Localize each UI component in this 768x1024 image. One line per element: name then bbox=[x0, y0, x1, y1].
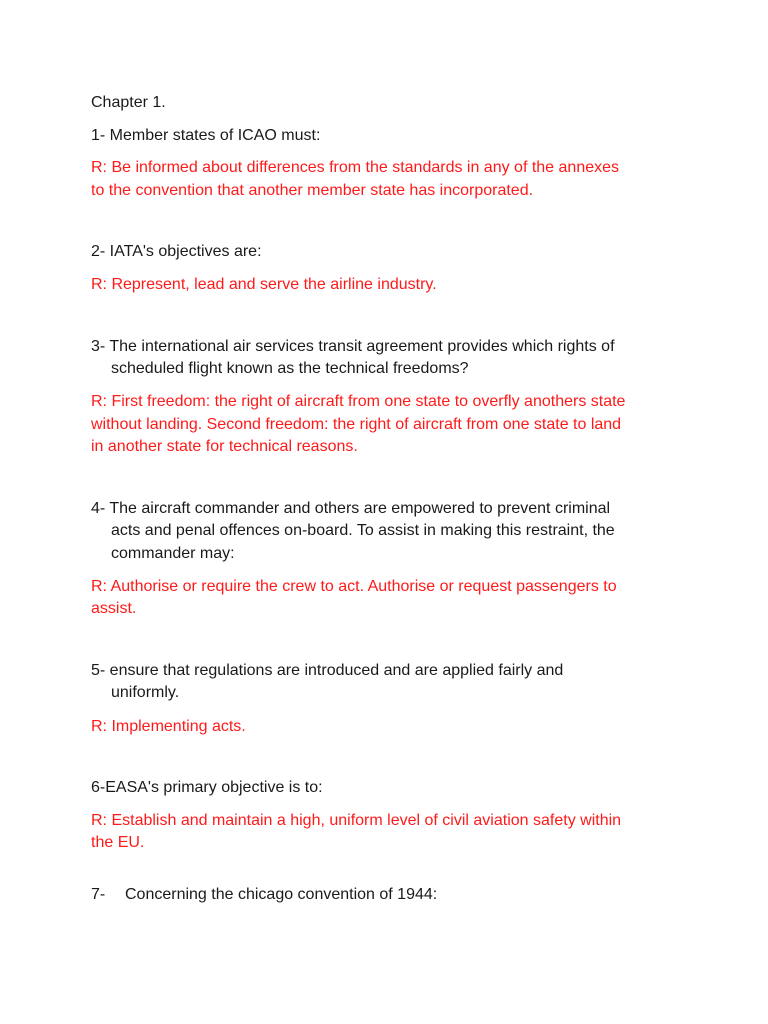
question-7-text: Concerning the chicago convention of 1944: bbox=[125, 886, 438, 903]
question-4-line-2: acts and penal offences on-board. To assist in making this restraint, the bbox=[111, 522, 615, 539]
question-7-number: 7- bbox=[91, 886, 106, 903]
answer-1-line-1: R: Be informed about differences from the standards in any of the annexes bbox=[91, 159, 620, 176]
answer-6-line-2: the EU. bbox=[91, 834, 145, 851]
question-1: 1- Member states of ICAO must: bbox=[91, 127, 321, 144]
answer-3-line-3: in another state for technical reasons. bbox=[91, 438, 358, 455]
answer-4-line-2: assist. bbox=[91, 600, 137, 617]
answer-3-line-1: R: First freedom: the right of aircraft from one state to overfly anothers state bbox=[91, 393, 626, 410]
question-6: 6-EASA's primary objective is to: bbox=[91, 779, 323, 796]
answer-2: R: Represent, lead and serve the airline industry. bbox=[91, 276, 437, 293]
question-3-line-2: scheduled flight known as the technical freedoms? bbox=[111, 360, 469, 377]
answer-5: R: Implementing acts. bbox=[91, 718, 246, 735]
question-3-line-1: 3- The international air services transit agreement provides which rights of bbox=[91, 338, 615, 355]
answer-6-line-1: R: Establish and maintain a high, uniform level of civil aviation safety within bbox=[91, 812, 622, 829]
chapter-title: Chapter 1. bbox=[91, 94, 166, 111]
question-2: 2- IATA's objectives are: bbox=[91, 243, 262, 260]
answer-3-line-2: without landing. Second freedom: the right of aircraft from one state to land bbox=[91, 416, 622, 433]
question-4-line-3: commander may: bbox=[111, 545, 235, 562]
question-4-line-1: 4- The aircraft commander and others are empowered to prevent criminal bbox=[91, 500, 611, 517]
question-5-line-1: 5- ensure that regulations are introduced and are applied fairly and bbox=[91, 662, 564, 679]
answer-1-line-2: to the convention that another member state has incorporated. bbox=[91, 182, 534, 199]
question-5-line-2: uniformly. bbox=[111, 684, 180, 701]
answer-4-line-1: R: Authorise or require the crew to act. Authorise or request passengers to bbox=[91, 578, 617, 595]
